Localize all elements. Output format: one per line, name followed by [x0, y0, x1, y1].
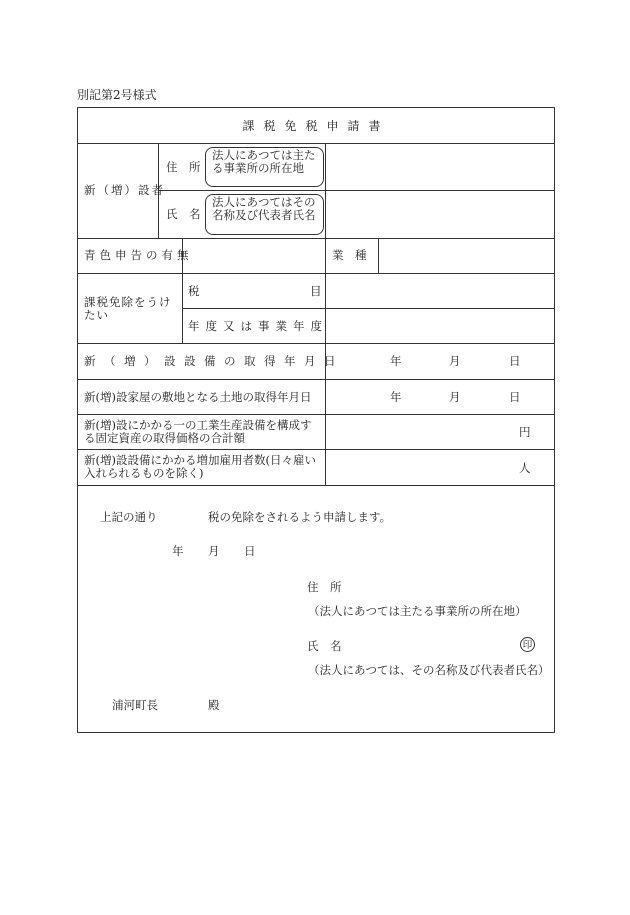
industry-label: 業 種	[332, 248, 367, 262]
blue-return-label: 青色申告の有無	[84, 248, 193, 262]
row-divider	[78, 143, 554, 144]
exemption-label: 課税免除をうけたい	[84, 295, 172, 322]
addressee: 浦河町長	[112, 698, 158, 712]
row-divider	[158, 190, 554, 191]
statement-prefix: 上記の通り	[100, 510, 158, 524]
day-unit: 日	[509, 390, 521, 404]
application-form	[77, 107, 555, 733]
row-divider	[78, 343, 554, 344]
row-divider	[78, 379, 554, 380]
month-unit: 月	[449, 390, 461, 404]
tax-item-label: 税	[188, 284, 200, 298]
equipment-date-label: 新（増）設設備の取得年月日	[84, 354, 344, 368]
year-unit: 年	[390, 354, 402, 368]
row-divider	[78, 485, 554, 486]
row-divider	[78, 238, 554, 239]
seal-mark: 印	[520, 637, 535, 652]
asset-value-label: 新(増)設にかかる一の工業生産設備を構成する固定資産の取得価格の合計額	[84, 418, 312, 445]
row-divider	[182, 308, 554, 309]
month-unit: 月	[449, 354, 461, 368]
row-divider	[78, 273, 554, 274]
employee-count-label: 新(増)設設備にかかる増加雇用者数(日々雇い入れられるものを除く)	[84, 453, 316, 480]
installer-label: 新（増）設者	[84, 183, 165, 197]
date-month-unit: 月	[208, 544, 220, 558]
address-note: 法人にあつては主たる事業所の所在地	[205, 147, 324, 187]
form-title: 課税免税申請書	[242, 119, 390, 133]
year-unit: 年	[390, 390, 402, 404]
row-divider	[78, 414, 554, 415]
day-unit: 日	[509, 354, 521, 368]
land-date-label: 新(増)設家屋の敷地となる土地の取得年月日	[84, 390, 312, 404]
address-label: 住 所	[166, 160, 201, 174]
people-unit: 人	[519, 461, 531, 475]
column-divider	[325, 143, 326, 485]
column-divider	[378, 238, 379, 273]
applicant-address-label: 住 所	[307, 580, 342, 594]
fiscal-year-label: 年度又は事業年度	[188, 319, 328, 333]
date-day-unit: 日	[244, 544, 256, 558]
row-divider	[78, 449, 554, 450]
yen-unit: 円	[519, 425, 531, 439]
name-note: 法人にあつてはその名称及び代表者氏名	[205, 194, 324, 235]
applicant-address-note: （法人にあつては主たる事業所の所在地）	[308, 604, 527, 618]
applicant-name-note: （法人にあつては、その名称及び代表者氏名）	[308, 663, 550, 677]
statement-body: 税の免除をされるよう申請します。	[208, 510, 392, 524]
date-year-unit: 年	[172, 544, 184, 558]
honorific: 殿	[208, 698, 220, 712]
form-number: 別記第2号様式	[77, 88, 157, 102]
tax-item-label-suffix: 目	[310, 284, 322, 298]
applicant-name-label: 氏 名	[307, 639, 342, 653]
name-label: 氏 名	[166, 207, 201, 221]
